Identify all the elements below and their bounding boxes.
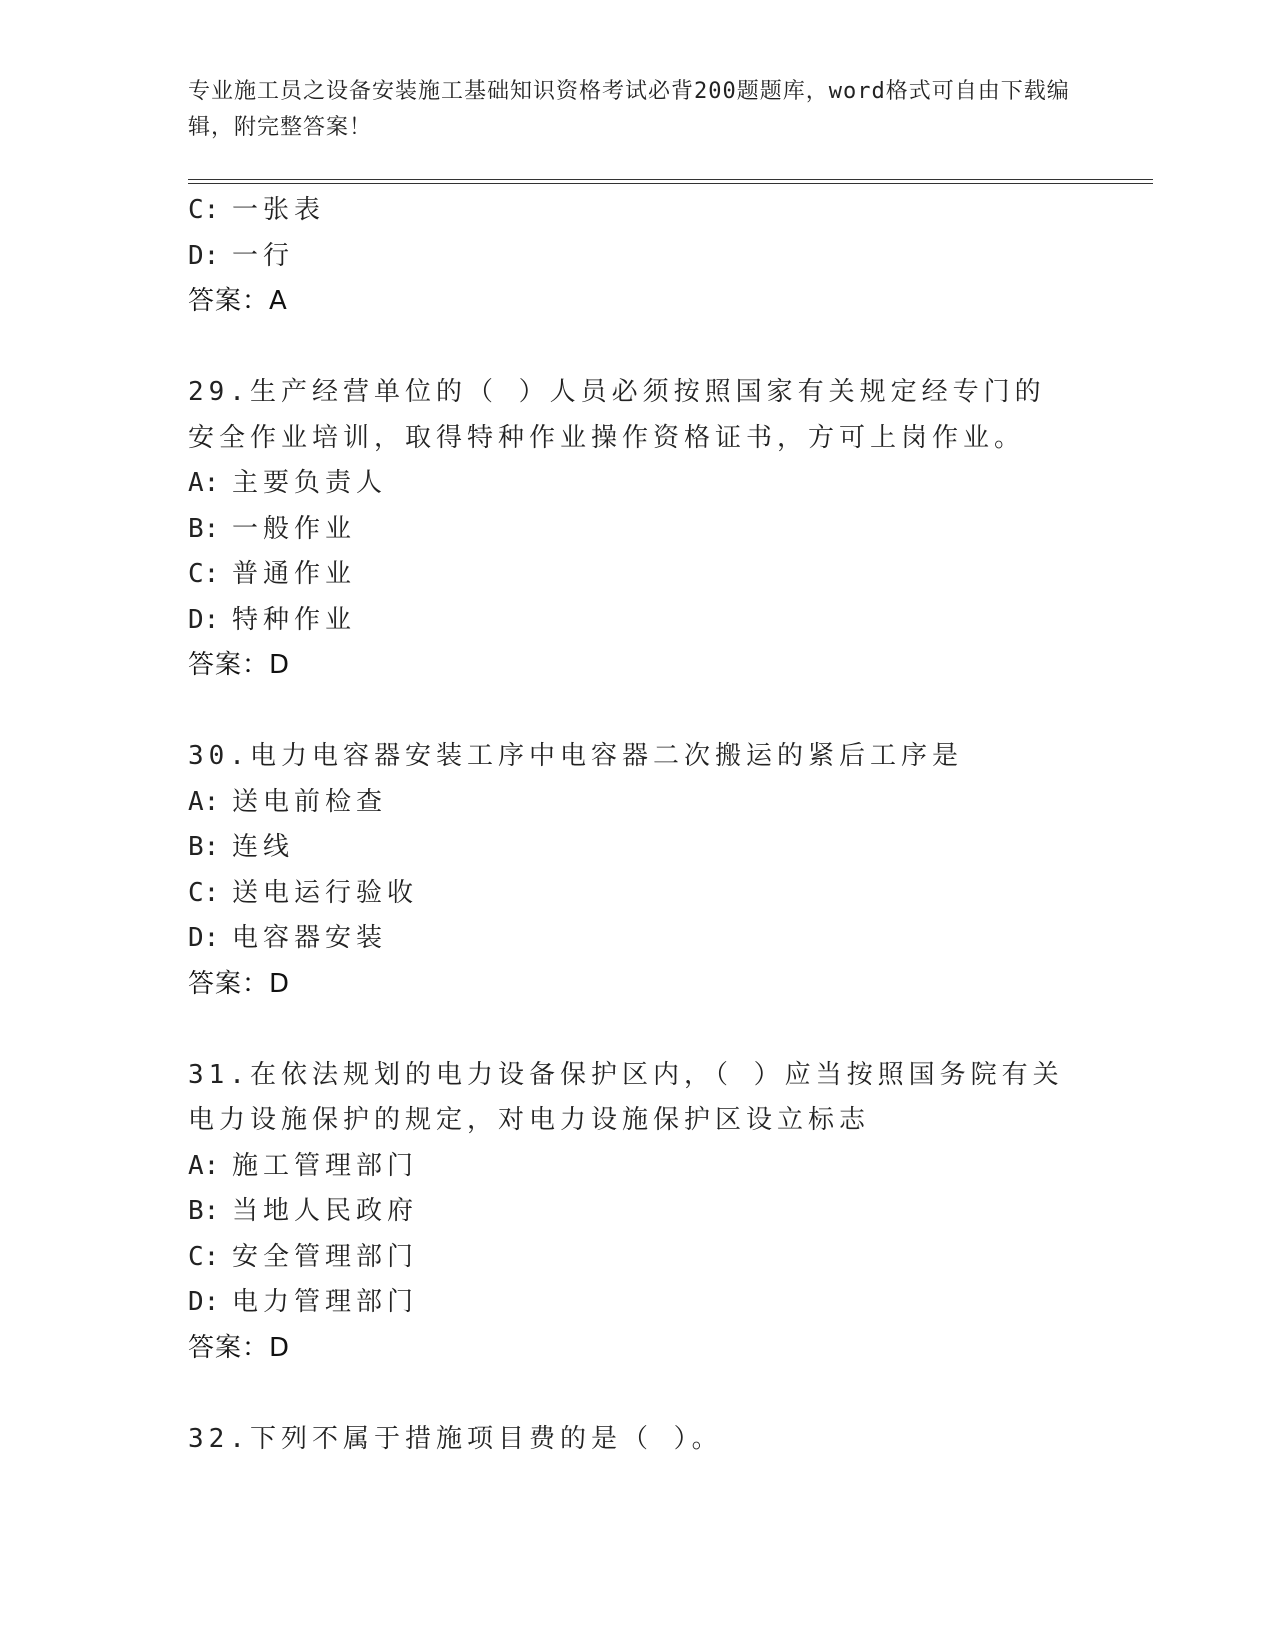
question-stem: 32.下列不属于措施项目费的是（ ）。: [188, 1423, 723, 1454]
document-header: 专业施工员之设备安装施工基础知识资格考试必背200题题库，word格式可自由下载编辑，附完整答案！: [188, 79, 1070, 140]
question-stem: 30.电力电容器安装工序中电容器二次搬运的紧后工序是: [188, 741, 963, 771]
answer: 答案：D: [188, 650, 291, 680]
option-c: C: 安全管理部门: [188, 1241, 419, 1272]
question-list: [188, 188, 1088, 1462]
answer: 答案：A: [188, 286, 288, 316]
header-divider-top: [188, 179, 1153, 180]
option-d: D: 电力管理部门: [188, 1287, 419, 1317]
answer: 答案：D: [188, 968, 291, 999]
option-c: C: 普通作业: [188, 559, 357, 589]
spacer: [188, 1371, 1088, 1417]
option-d: D: 一行: [188, 240, 295, 271]
option-a: A: 施工管理部门: [188, 1150, 419, 1181]
option-a: A: 送电前检查: [188, 786, 388, 817]
spacer: [188, 325, 1088, 371]
header-divider-bottom: [188, 183, 1153, 184]
option-c: C: 一张表: [188, 195, 326, 225]
answer: 答案：D: [188, 1332, 291, 1363]
option-b: B: 当地人民政府: [188, 1196, 419, 1226]
spacer: [188, 1007, 1088, 1053]
spacer: [188, 689, 1088, 735]
question-stem: 31.在依法规划的电力设备保护区内，（ ）应当按照国务院有关电力设施保护的规定，对电力设施保护区设立标志: [188, 1059, 1064, 1135]
question-stem: 29.生产经营单位的（ ）人员必须按照国家有关规定经专门的安全作业培训，取得特种作业操作资格证书，方可上岗作业。: [188, 377, 1046, 453]
option-d: D: 特种作业: [188, 604, 357, 635]
option-b: B: 连线: [188, 832, 295, 862]
option-c: C: 送电运行验收: [188, 877, 419, 908]
option-a: A: 主要负责人: [188, 468, 388, 498]
option-d: D: 电容器安装: [188, 923, 388, 953]
option-b: B: 一般作业: [188, 513, 357, 544]
